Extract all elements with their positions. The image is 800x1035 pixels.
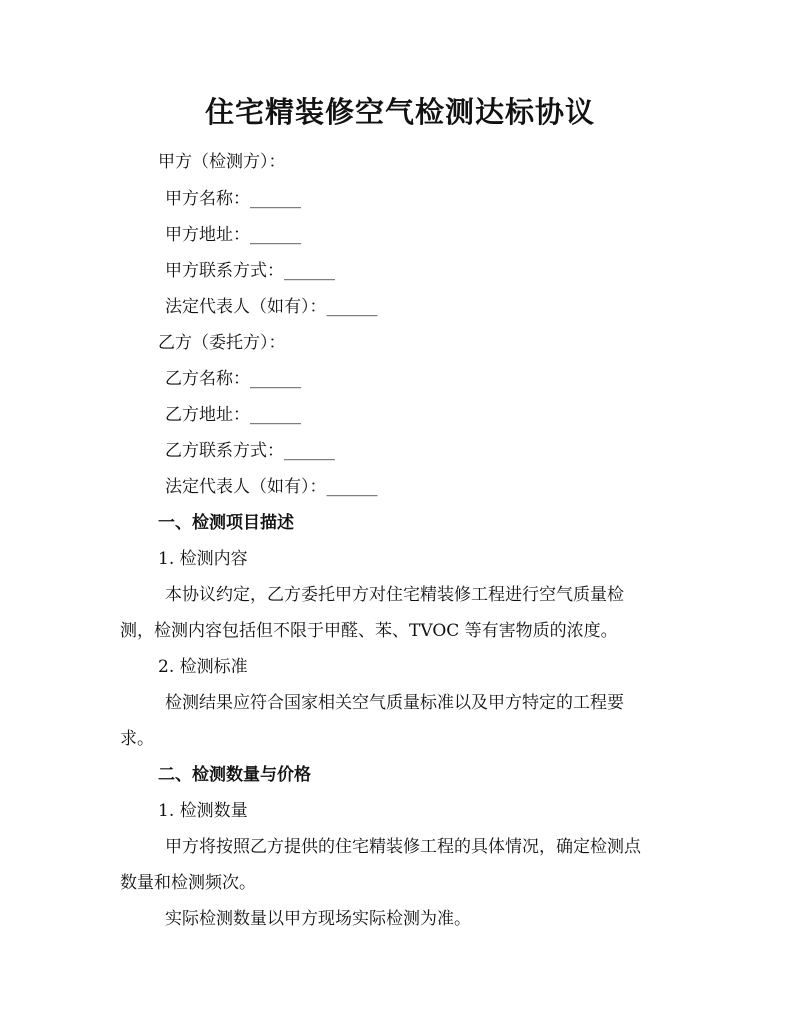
section-1-item-1-text-line-2: 测，检测内容包括但不限于甲醛、苯、TVOC 等有害物质的浓度。 xyxy=(120,621,618,641)
party-a-legal-rep: 法定代表人（如有）：______ xyxy=(165,297,378,317)
section-2-item-1-text-line-2: 数量和检测频次。 xyxy=(120,873,256,893)
party-b-legal-rep: 法定代表人（如有）：______ xyxy=(165,477,378,497)
party-a-address: 甲方地址：______ xyxy=(165,225,301,245)
document-title: 住宅精装修空气检测达标协议 xyxy=(204,95,595,129)
party-a-heading: 甲方（检测方）： xyxy=(158,152,286,172)
party-a-contact: 甲方联系方式：______ xyxy=(165,261,335,281)
section-2-item-1-heading: 1. 检测数量 xyxy=(158,801,248,821)
section-2-heading: 二、检测数量与价格 xyxy=(158,765,311,785)
section-2-item-1-text-line-3: 实际检测数量以甲方现场实际检测为准。 xyxy=(165,909,471,929)
section-1-item-2-text-line-2: 求。 xyxy=(120,729,154,749)
section-1-item-1-text-line-1: 本协议约定，乙方委托甲方对住宅精装修工程进行空气质量检 xyxy=(165,585,624,605)
section-1-heading: 一、检测项目描述 xyxy=(158,513,294,533)
section-2-item-1-text-line-1: 甲方将按照乙方提供的住宅精装修工程的具体情况，确定检测点 xyxy=(165,837,641,857)
party-b-heading: 乙方（委托方）： xyxy=(158,333,286,353)
section-1-item-1-heading: 1. 检测内容 xyxy=(158,549,248,569)
party-b-contact: 乙方联系方式：______ xyxy=(165,441,335,461)
party-b-name: 乙方名称：______ xyxy=(165,369,301,389)
party-a-name: 甲方名称：______ xyxy=(165,189,301,209)
party-b-address: 乙方地址：______ xyxy=(165,405,301,425)
section-1-item-2-heading: 2. 检测标准 xyxy=(158,657,248,677)
section-1-item-2-text-line-1: 检测结果应符合国家相关空气质量标准以及甲方特定的工程要 xyxy=(165,693,624,713)
